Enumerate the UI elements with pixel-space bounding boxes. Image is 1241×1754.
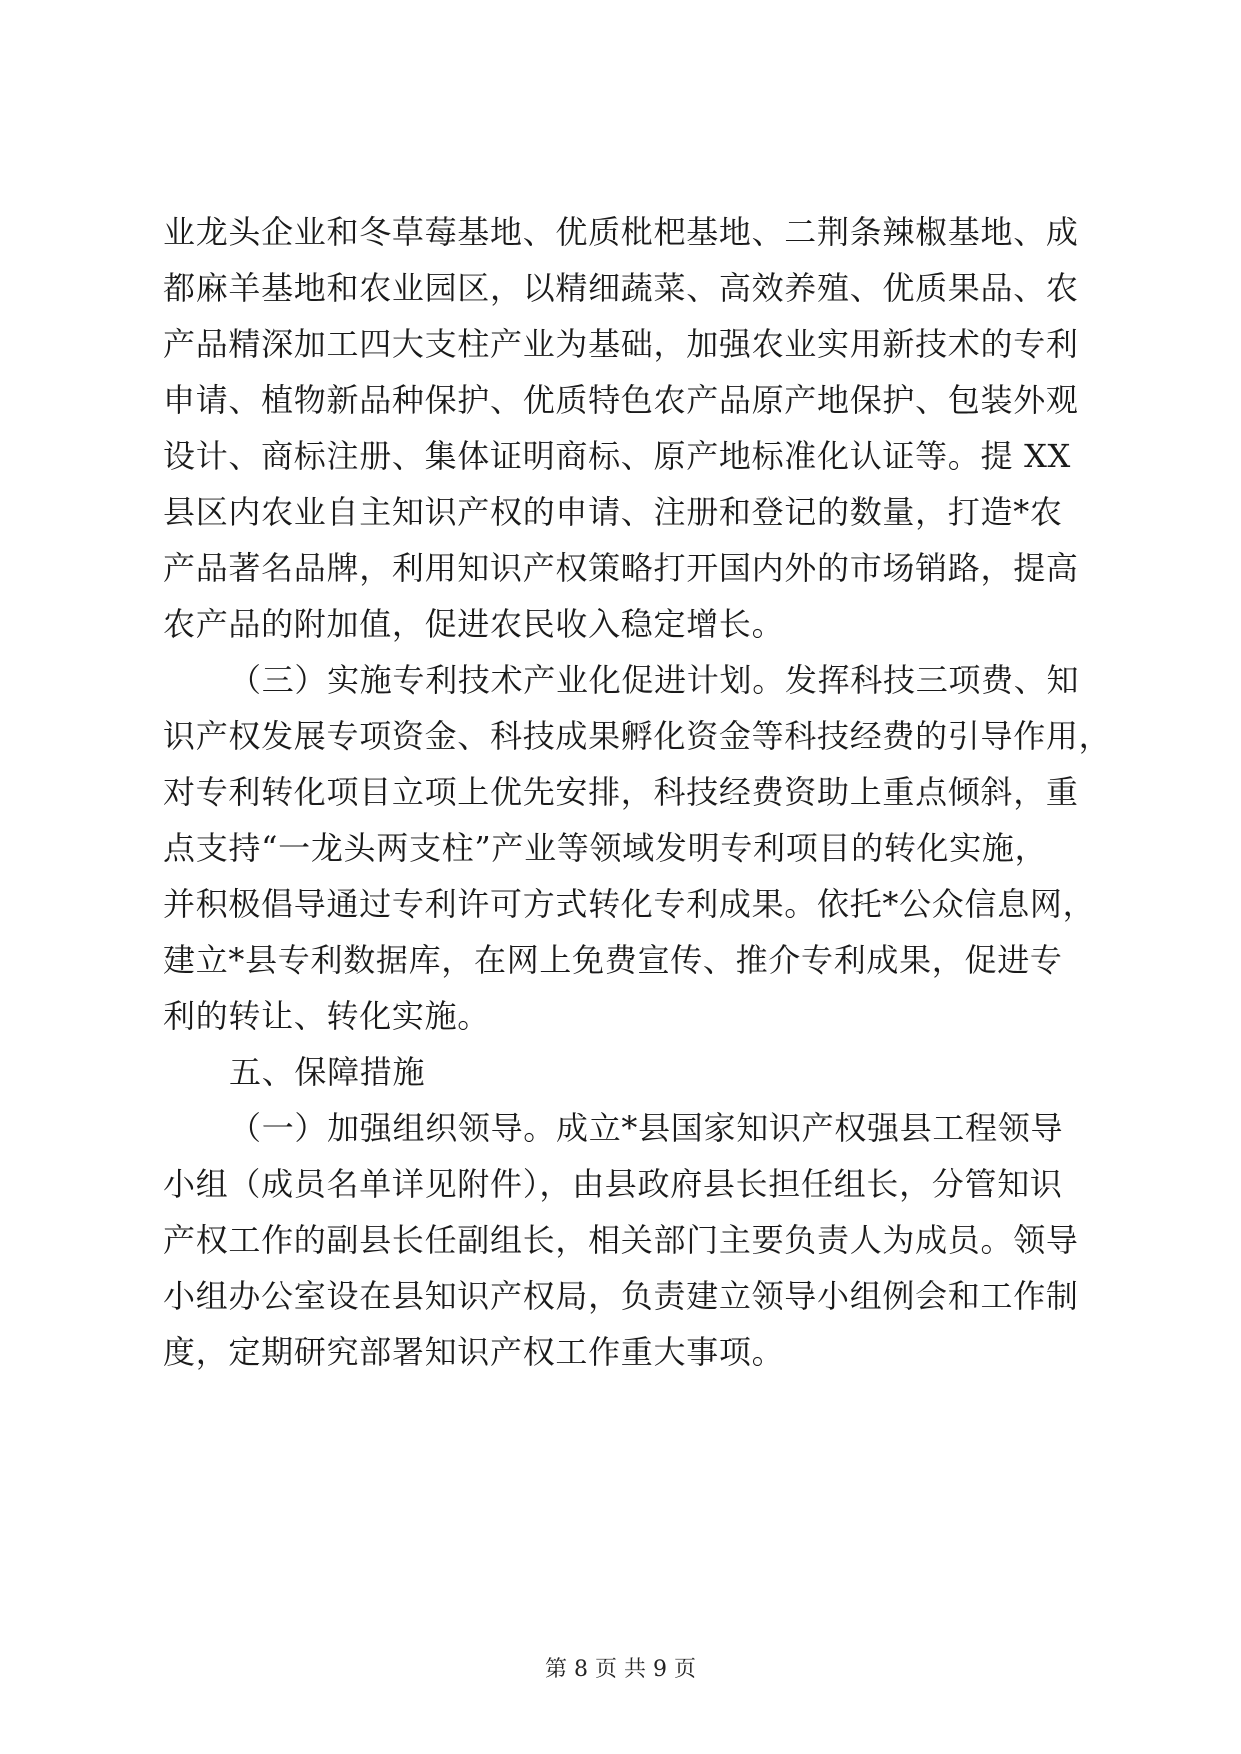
page-number-footer: 第 8 页 共 9 页 (545, 1657, 696, 1682)
paragraph-line: （三）实施专利技术产业化促进计划。发挥科技三项费、知 (229, 661, 1080, 699)
paragraph-line: 小组（成员名单详见附件），由县政府县长担任组长，分管知识 (163, 1165, 1063, 1203)
paragraph-line: 产品著名品牌，利用知识产权策略打开国内外的市场销路，提高 (163, 549, 1079, 587)
section-heading: 五、保障措施 (229, 1053, 426, 1091)
paragraph-line: 农产品的附加值，促进农民收入稳定增长。 (163, 605, 785, 643)
paragraph-line: 识产权发展专项资金、科技成果孵化资金等科技经费的引导作用， (163, 717, 1112, 755)
paragraph-line: 利的转让、转化实施。 (163, 997, 491, 1035)
paragraph-line: 都麻羊基地和农业园区，以精细蔬菜、高效养殖、优质果品、农 (163, 269, 1079, 307)
paragraph-line: 度，定期研究部署知识产权工作重大事项。 (163, 1333, 785, 1371)
paragraph-line: 业龙头企业和冬草莓基地、优质枇杷基地、二荆条辣椒基地、成 (163, 213, 1079, 251)
paragraph-line: 小组办公室设在县知识产权局，负责建立领导小组例会和工作制 (163, 1277, 1079, 1315)
paragraph-line: 建立*县专利数据库，在网上免费宣传、推介专利成果，促进专 (163, 941, 1063, 979)
paragraph-line: 对专利转化项目立项上优先安排，科技经费资助上重点倾斜，重 (163, 773, 1079, 811)
paragraph-line: （一）加强组织领导。成立*县国家知识产权强县工程领导 (229, 1109, 1064, 1147)
paragraph-line: 点支持“一龙头两支柱”产业等领域发明专利项目的转化实施， (163, 829, 1048, 867)
paragraph-line: 申请、植物新品种保护、优质特色农产品原产地保护、包装外观 (163, 381, 1079, 419)
paragraph-line: 设计、商标注册、集体证明商标、原产地标准化认证等。提 XX (163, 437, 1072, 475)
paragraph-line: 产权工作的副县长任副组长，相关部门主要负责人为成员。领导 (163, 1221, 1079, 1259)
paragraph-line: 县区内农业自主知识产权的申请、注册和登记的数量，打造*农 (163, 493, 1063, 531)
paragraph-line: 产品精深加工四大支柱产业为基础，加强农业实用新技术的专利 (163, 325, 1079, 363)
paragraph-line: 并积极倡导通过专利许可方式转化专利成果。依托*公众信息网， (163, 885, 1096, 923)
